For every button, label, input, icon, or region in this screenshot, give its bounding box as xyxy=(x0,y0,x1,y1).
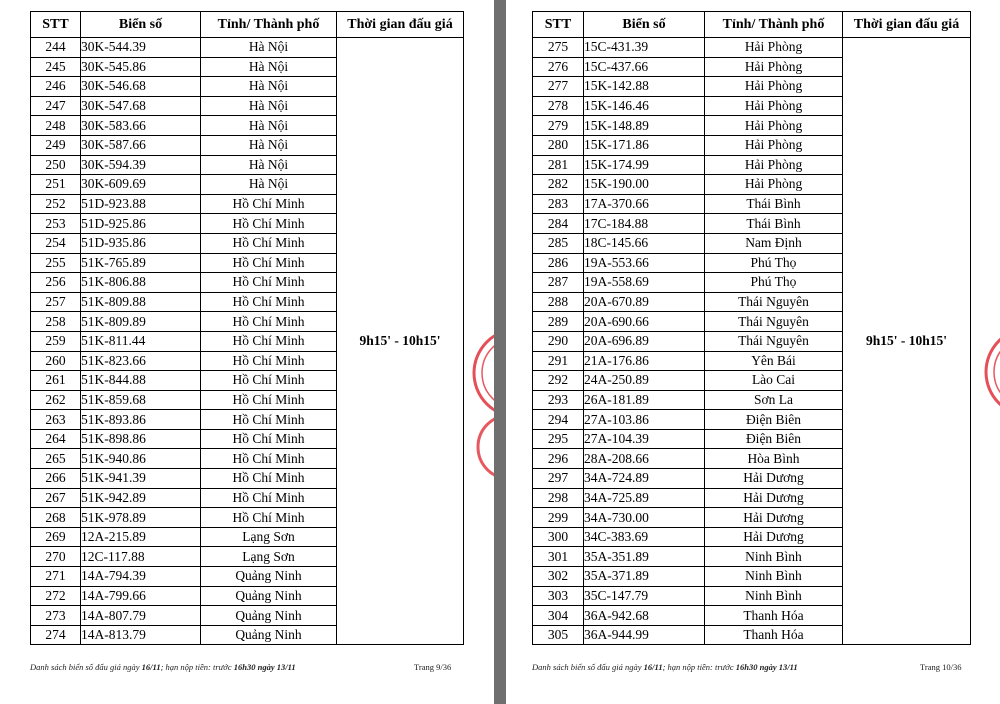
row-stt: 269 xyxy=(31,527,81,547)
row-stt: 286 xyxy=(533,253,584,273)
row-province: Hồ Chí Minh xyxy=(201,292,337,312)
row-stt: 288 xyxy=(533,292,584,312)
document-page-right xyxy=(506,0,1000,704)
row-stt: 255 xyxy=(31,253,81,273)
row-plate: 34A-724.89 xyxy=(584,469,705,489)
row-province: Hồ Chí Minh xyxy=(201,351,337,371)
row-stt: 292 xyxy=(533,371,584,391)
row-plate: 30K-609.69 xyxy=(81,175,201,195)
row-stt: 302 xyxy=(533,567,584,587)
row-plate: 34A-730.00 xyxy=(584,508,705,528)
row-province: Ninh Bình xyxy=(705,547,843,567)
row-stt: 252 xyxy=(31,194,81,214)
row-stt: 270 xyxy=(31,547,81,567)
row-plate: 51K-809.88 xyxy=(81,292,201,312)
row-plate: 17C-184.88 xyxy=(584,214,705,234)
row-province: Thanh Hóa xyxy=(705,606,843,626)
row-province: Ninh Bình xyxy=(705,567,843,587)
row-province: Lạng Sơn xyxy=(201,527,337,547)
row-province: Hồ Chí Minh xyxy=(201,429,337,449)
row-stt: 271 xyxy=(31,567,81,587)
row-stt: 259 xyxy=(31,331,81,351)
row-plate: 51K-823.66 xyxy=(81,351,201,371)
row-plate: 28A-208.66 xyxy=(584,449,705,469)
row-province: Hải Phòng xyxy=(705,175,843,195)
row-stt: 264 xyxy=(31,429,81,449)
row-stt: 272 xyxy=(31,586,81,606)
footer-middle: ; hạn nộp tiền: trước xyxy=(662,662,736,672)
row-province: Thái Nguyên xyxy=(705,312,843,332)
row-stt: 282 xyxy=(533,175,584,195)
row-plate: 20A-696.89 xyxy=(584,331,705,351)
row-plate: 15C-437.66 xyxy=(584,57,705,77)
row-stt: 296 xyxy=(533,449,584,469)
row-stt: 261 xyxy=(31,371,81,391)
row-province: Quảng Ninh xyxy=(201,586,337,606)
red-seal-stamp-right xyxy=(980,320,1000,430)
header-stt: STT xyxy=(31,12,81,38)
row-province: Thái Nguyên xyxy=(705,331,843,351)
row-province: Thái Bình xyxy=(705,214,843,234)
header-time: Thời gian đấu giá xyxy=(337,12,464,38)
row-plate: 27A-104.39 xyxy=(584,429,705,449)
row-stt: 278 xyxy=(533,96,584,116)
row-province: Phú Thọ xyxy=(705,273,843,293)
row-plate: 15C-431.39 xyxy=(584,38,705,58)
row-stt: 281 xyxy=(533,155,584,175)
row-plate: 35C-147.79 xyxy=(584,586,705,606)
row-stt: 297 xyxy=(533,469,584,489)
row-stt: 279 xyxy=(533,116,584,136)
row-stt: 277 xyxy=(533,77,584,97)
row-plate: 51K-941.39 xyxy=(81,469,201,489)
row-plate: 51K-811.44 xyxy=(81,331,201,351)
row-province: Quảng Ninh xyxy=(201,625,337,645)
row-plate: 21A-176.86 xyxy=(584,351,705,371)
row-province: Hồ Chí Minh xyxy=(201,449,337,469)
row-stt: 262 xyxy=(31,390,81,410)
row-plate: 36A-944.99 xyxy=(584,625,705,645)
time-slot-cell: 9h15' - 10h15' xyxy=(337,38,464,645)
row-stt: 256 xyxy=(31,273,81,293)
row-stt: 253 xyxy=(31,214,81,234)
page-number-right: Trang 10/36 xyxy=(920,662,962,672)
row-province: Thái Nguyên xyxy=(705,292,843,312)
row-province: Điện Biên xyxy=(705,410,843,430)
row-stt: 274 xyxy=(31,625,81,645)
row-province: Hồ Chí Minh xyxy=(201,371,337,391)
time-slot-cell: 9h15' - 10h15' xyxy=(843,38,971,645)
row-plate: 24A-250.89 xyxy=(584,371,705,391)
row-province: Hải Phòng xyxy=(705,155,843,175)
row-stt: 258 xyxy=(31,312,81,332)
row-stt: 298 xyxy=(533,488,584,508)
table-body-left xyxy=(31,38,464,645)
row-province: Quảng Ninh xyxy=(201,567,337,587)
row-plate: 12A-215.89 xyxy=(81,527,201,547)
row-stt: 294 xyxy=(533,410,584,430)
header-province: Tỉnh/ Thành phố xyxy=(705,12,843,38)
row-province: Hải Phòng xyxy=(705,77,843,97)
row-stt: 263 xyxy=(31,410,81,430)
row-plate: 51K-893.86 xyxy=(81,410,201,430)
row-stt: 280 xyxy=(533,135,584,155)
row-plate: 26A-181.89 xyxy=(584,390,705,410)
row-province: Hồ Chí Minh xyxy=(201,508,337,528)
row-province: Hà Nội xyxy=(201,96,337,116)
row-stt: 248 xyxy=(31,116,81,136)
row-plate: 51D-935.86 xyxy=(81,233,201,253)
row-province: Hồ Chí Minh xyxy=(201,214,337,234)
row-stt: 283 xyxy=(533,194,584,214)
row-province: Hà Nội xyxy=(201,116,337,136)
row-plate: 35A-351.89 xyxy=(584,547,705,567)
header-plate: Biển số xyxy=(584,12,705,38)
row-stt: 284 xyxy=(533,214,584,234)
header-time: Thời gian đấu giá xyxy=(843,12,971,38)
row-province: Hồ Chí Minh xyxy=(201,390,337,410)
row-province: Hòa Bình xyxy=(705,449,843,469)
row-plate: 17A-370.66 xyxy=(584,194,705,214)
row-province: Thanh Hóa xyxy=(705,625,843,645)
row-plate: 14A-794.39 xyxy=(81,567,201,587)
row-stt: 275 xyxy=(533,38,584,58)
row-plate: 30K-583.66 xyxy=(81,116,201,136)
row-province: Hồ Chí Minh xyxy=(201,331,337,351)
row-province: Hải Phòng xyxy=(705,116,843,136)
row-province: Lào Cai xyxy=(705,371,843,391)
row-province: Hồ Chí Minh xyxy=(201,194,337,214)
footer-prefix: Danh sách biển số đấu giá ngày xyxy=(532,662,644,672)
footer-deadline: 16h30 ngày 13/11 xyxy=(233,662,296,672)
row-province: Hồ Chí Minh xyxy=(201,233,337,253)
row-plate: 34C-383.69 xyxy=(584,527,705,547)
row-plate: 14A-799.66 xyxy=(81,586,201,606)
row-plate: 20A-690.66 xyxy=(584,312,705,332)
row-stt: 276 xyxy=(533,57,584,77)
row-stt: 301 xyxy=(533,547,584,567)
row-plate: 51K-978.89 xyxy=(81,508,201,528)
page-number-left: Trang 9/36 xyxy=(414,662,452,672)
row-province: Hải Phòng xyxy=(705,57,843,77)
header-plate: Biển số xyxy=(81,12,201,38)
row-stt: 300 xyxy=(533,527,584,547)
footer-prefix: Danh sách biển số đấu giá ngày xyxy=(30,662,142,672)
document-page-left xyxy=(0,0,494,704)
row-stt: 285 xyxy=(533,233,584,253)
row-stt: 245 xyxy=(31,57,81,77)
row-stt: 289 xyxy=(533,312,584,332)
row-stt: 257 xyxy=(31,292,81,312)
row-province: Hà Nội xyxy=(201,38,337,58)
row-province: Hải Phòng xyxy=(705,135,843,155)
header-stt: STT xyxy=(533,12,584,38)
row-province: Hà Nội xyxy=(201,77,337,97)
row-plate: 19A-558.69 xyxy=(584,273,705,293)
table-body-right xyxy=(533,38,971,645)
row-plate: 30K-545.86 xyxy=(81,57,201,77)
row-province: Hồ Chí Minh xyxy=(201,273,337,293)
row-plate: 51K-809.89 xyxy=(81,312,201,332)
row-stt: 246 xyxy=(31,77,81,97)
row-stt: 299 xyxy=(533,508,584,528)
row-plate: 30K-546.68 xyxy=(81,77,201,97)
row-province: Hà Nội xyxy=(201,57,337,77)
row-plate: 36A-942.68 xyxy=(584,606,705,626)
row-province: Nam Định xyxy=(705,233,843,253)
auction-table-left xyxy=(30,11,464,645)
row-stt: 247 xyxy=(31,96,81,116)
row-province: Hà Nội xyxy=(201,175,337,195)
row-plate: 30K-547.68 xyxy=(81,96,201,116)
row-plate: 51K-806.88 xyxy=(81,273,201,293)
row-stt: 287 xyxy=(533,273,584,293)
row-plate: 30K-594.39 xyxy=(81,155,201,175)
row-province: Lạng Sơn xyxy=(201,547,337,567)
row-province: Điện Biên xyxy=(705,429,843,449)
row-plate: 15K-148.89 xyxy=(584,116,705,136)
row-province: Hải Phòng xyxy=(705,96,843,116)
row-province: Hải Dương xyxy=(705,508,843,528)
row-province: Hồ Chí Minh xyxy=(201,488,337,508)
row-province: Hải Dương xyxy=(705,469,843,489)
table-row xyxy=(31,38,464,58)
row-plate: 30K-544.39 xyxy=(81,38,201,58)
row-stt: 268 xyxy=(31,508,81,528)
row-stt: 251 xyxy=(31,175,81,195)
row-stt: 305 xyxy=(533,625,584,645)
row-province: Hải Phòng xyxy=(705,38,843,58)
row-plate: 30K-587.66 xyxy=(81,135,201,155)
row-plate: 15K-142.88 xyxy=(584,77,705,97)
row-plate: 15K-146.46 xyxy=(584,96,705,116)
row-stt: 254 xyxy=(31,233,81,253)
row-province: Hà Nội xyxy=(201,135,337,155)
row-province: Phú Thọ xyxy=(705,253,843,273)
row-stt: 293 xyxy=(533,390,584,410)
footer-deadline: 16h30 ngày 13/11 xyxy=(735,662,798,672)
row-province: Sơn La xyxy=(705,390,843,410)
header-province: Tỉnh/ Thành phố xyxy=(201,12,337,38)
row-stt: 267 xyxy=(31,488,81,508)
row-stt: 303 xyxy=(533,586,584,606)
row-plate: 51D-925.86 xyxy=(81,214,201,234)
row-stt: 244 xyxy=(31,38,81,58)
row-plate: 19A-553.66 xyxy=(584,253,705,273)
row-plate: 15K-174.99 xyxy=(584,155,705,175)
row-province: Hồ Chí Minh xyxy=(201,253,337,273)
row-stt: 295 xyxy=(533,429,584,449)
row-plate: 15K-171.86 xyxy=(584,135,705,155)
row-plate: 15K-190.00 xyxy=(584,175,705,195)
row-province: Yên Bái xyxy=(705,351,843,371)
footer-note-left xyxy=(30,662,296,672)
row-plate: 14A-813.79 xyxy=(81,625,201,645)
row-province: Hồ Chí Minh xyxy=(201,312,337,332)
row-province: Hà Nội xyxy=(201,155,337,175)
row-province: Ninh Bình xyxy=(705,586,843,606)
footer-date: 16/11 xyxy=(643,662,663,672)
footer-date: 16/11 xyxy=(141,662,161,672)
row-province: Quảng Ninh xyxy=(201,606,337,626)
row-stt: 304 xyxy=(533,606,584,626)
table-header-row xyxy=(533,12,971,38)
row-plate: 27A-103.86 xyxy=(584,410,705,430)
row-plate: 51K-859.68 xyxy=(81,390,201,410)
row-plate: 51K-765.89 xyxy=(81,253,201,273)
row-plate: 34A-725.89 xyxy=(584,488,705,508)
row-plate: 51K-898.86 xyxy=(81,429,201,449)
row-plate: 14A-807.79 xyxy=(81,606,201,626)
row-province: Hồ Chí Minh xyxy=(201,410,337,430)
table-header-row xyxy=(31,12,464,38)
page-gutter xyxy=(494,0,506,704)
row-stt: 266 xyxy=(31,469,81,489)
row-stt: 250 xyxy=(31,155,81,175)
row-plate: 51K-940.86 xyxy=(81,449,201,469)
row-plate: 51K-942.89 xyxy=(81,488,201,508)
row-province: Hồ Chí Minh xyxy=(201,469,337,489)
row-province: Hải Dương xyxy=(705,527,843,547)
row-plate: 51K-844.88 xyxy=(81,371,201,391)
row-plate: 12C-117.88 xyxy=(81,547,201,567)
auction-table-right xyxy=(532,11,971,645)
row-plate: 18C-145.66 xyxy=(584,233,705,253)
row-stt: 290 xyxy=(533,331,584,351)
row-province: Thái Bình xyxy=(705,194,843,214)
row-stt: 273 xyxy=(31,606,81,626)
footer-middle: ; hạn nộp tiền: trước xyxy=(160,662,234,672)
row-plate: 20A-670.89 xyxy=(584,292,705,312)
row-plate: 51D-923.88 xyxy=(81,194,201,214)
row-stt: 249 xyxy=(31,135,81,155)
row-province: Hải Dương xyxy=(705,488,843,508)
red-seal-stamp-left xyxy=(470,315,494,485)
footer-note-right xyxy=(532,662,798,672)
row-plate: 35A-371.89 xyxy=(584,567,705,587)
row-stt: 260 xyxy=(31,351,81,371)
table-row xyxy=(533,38,971,58)
row-stt: 265 xyxy=(31,449,81,469)
row-stt: 291 xyxy=(533,351,584,371)
